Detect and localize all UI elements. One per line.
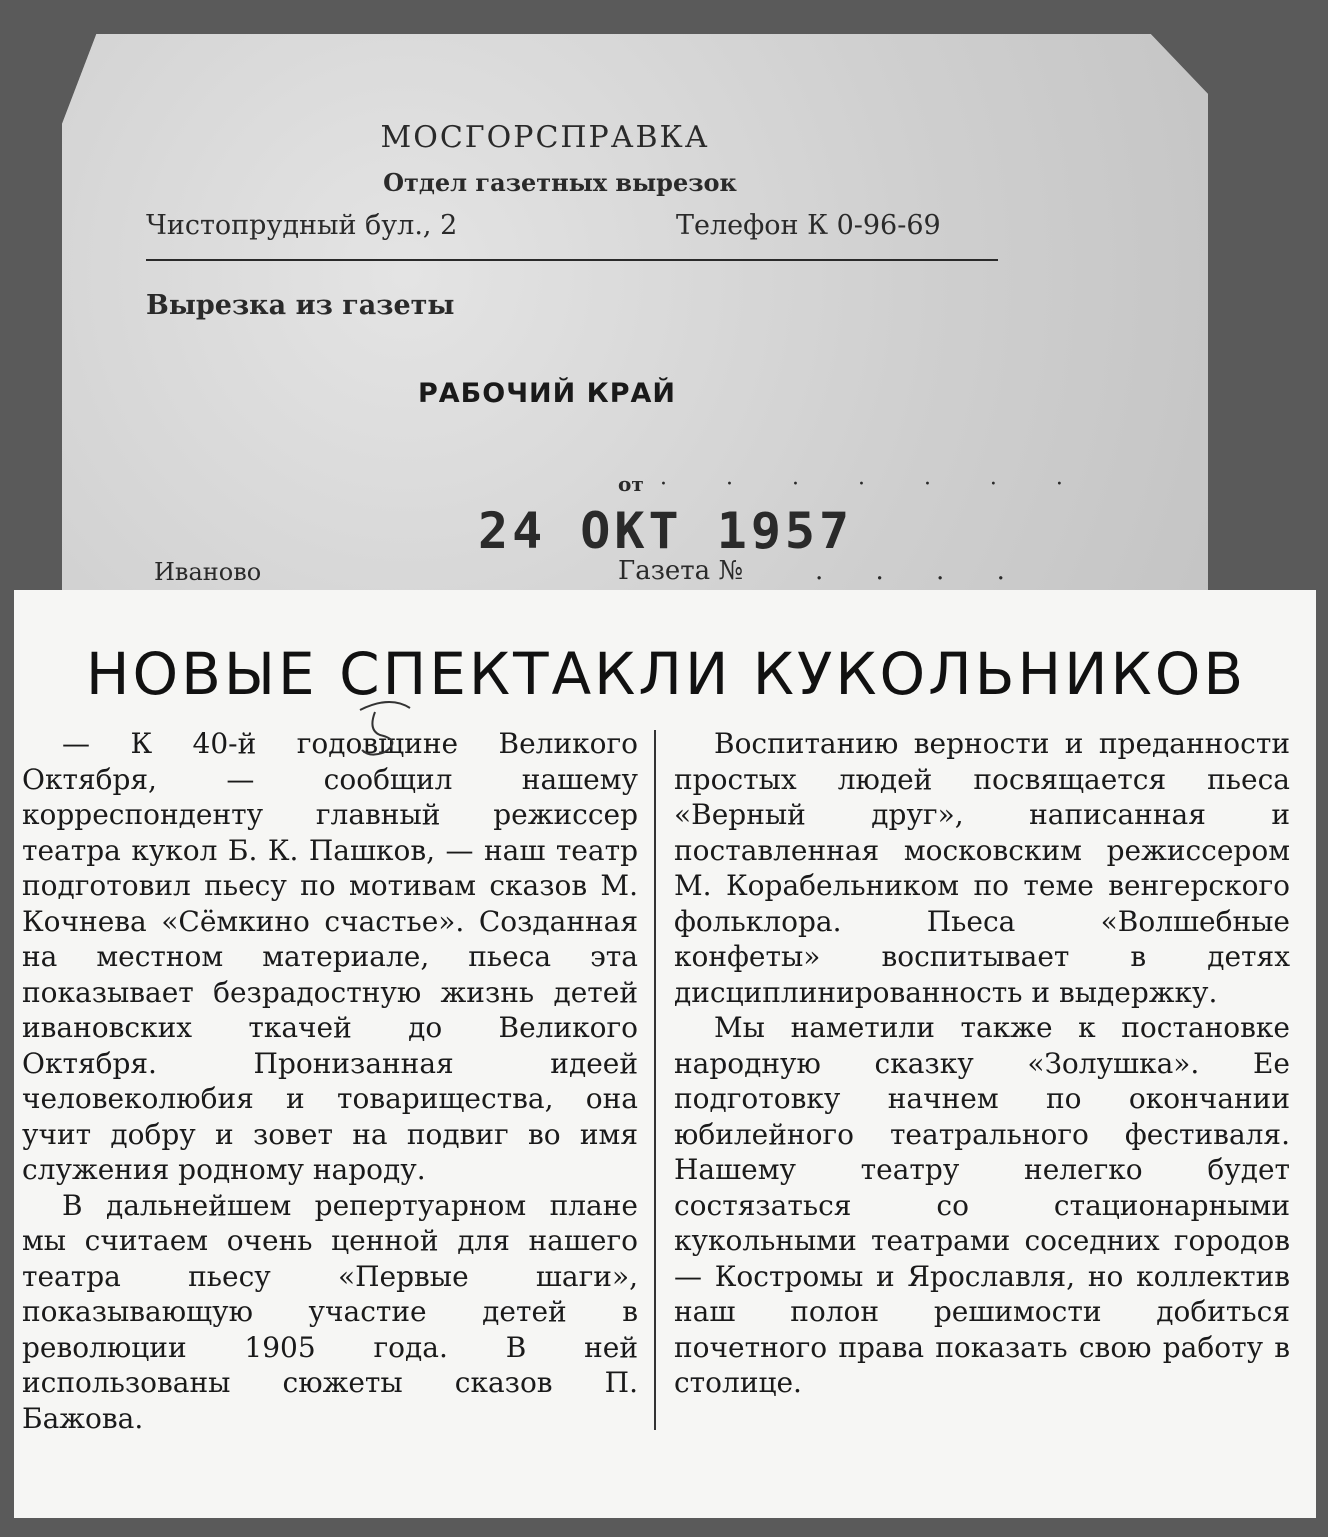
- header-divider: [146, 259, 998, 261]
- paragraph: Воспитанию верности и преданности простых людей посвящается пьеса «Верный друг», написанная и поставленная московским режиссером М. Корабельником по теме венгерского фольклора. Пьеса «Волшебные конфеты» воспитывает в детях дисциплинированность и выдержку.: [674, 727, 1290, 1009]
- paragraph: Мы наметили также к постановке народную сказку «Золушка». Ее подготовку начнем по окончании юбилейного театрального фестиваля. Нашему театру нелегко будет состязаться со стационарными кукольными театрами соседних городов — Костромы и Ярославля, но коллектив наш полон решимости добиться почетного права показать свою работу в столице.: [674, 1011, 1290, 1399]
- paragraph: — К 40-й годовщине Великого Октября, — сообщил нашему корреспонденту главный режиссер театра кукол Б. К. Пашков, — наш театр подготовил пьесу по мотивам сказов М. Кочнева «Сёмкино счастье». Созданная на местном материале, пьеса эта показывает безрадостную жизнь детей ивановских ткачей до Великого Октября. Пронизанная идеей человеколюбия и товарищества, она учит добру и зовет на подвиг во имя служения родному народу.: [22, 727, 638, 1186]
- city-name: Иваново: [154, 558, 262, 586]
- date-stamp: 24 ОКТ 1957: [478, 502, 854, 560]
- address: Чистопрудный бул., 2: [146, 210, 458, 241]
- from-dots: · · · · · · ·: [660, 472, 1089, 497]
- from-label: от: [618, 472, 644, 496]
- article-column-left: [22, 726, 638, 1436]
- newspaper-number-dots: . . . .: [815, 556, 1027, 586]
- clipping-from-label: Вырезка из газеты: [146, 290, 455, 321]
- article-column-right: [674, 726, 1290, 1401]
- newspaper-name: РАБОЧИЙ КРАЙ: [418, 378, 676, 409]
- newspaper-number-label: Газета №: [618, 556, 744, 586]
- organization-name: МОСГОРСПРАВКА: [380, 120, 710, 155]
- column-divider: [654, 730, 656, 1430]
- phone: Телефон К 0-96-69: [676, 210, 941, 241]
- article-headline: НОВЫЕ СПЕКТАКЛИ КУКОЛЬНИКОВ: [85, 640, 1247, 708]
- department-name: Отдел газетных вырезок: [383, 168, 737, 197]
- paragraph: В дальнейшем репертуарном плане мы считаем очень ценной для нашего театра пьесу «Первые шаги», показывающую участие детей в революции 1905 года. В ней использованы сюжеты сказов П. Бажова.: [22, 1188, 638, 1435]
